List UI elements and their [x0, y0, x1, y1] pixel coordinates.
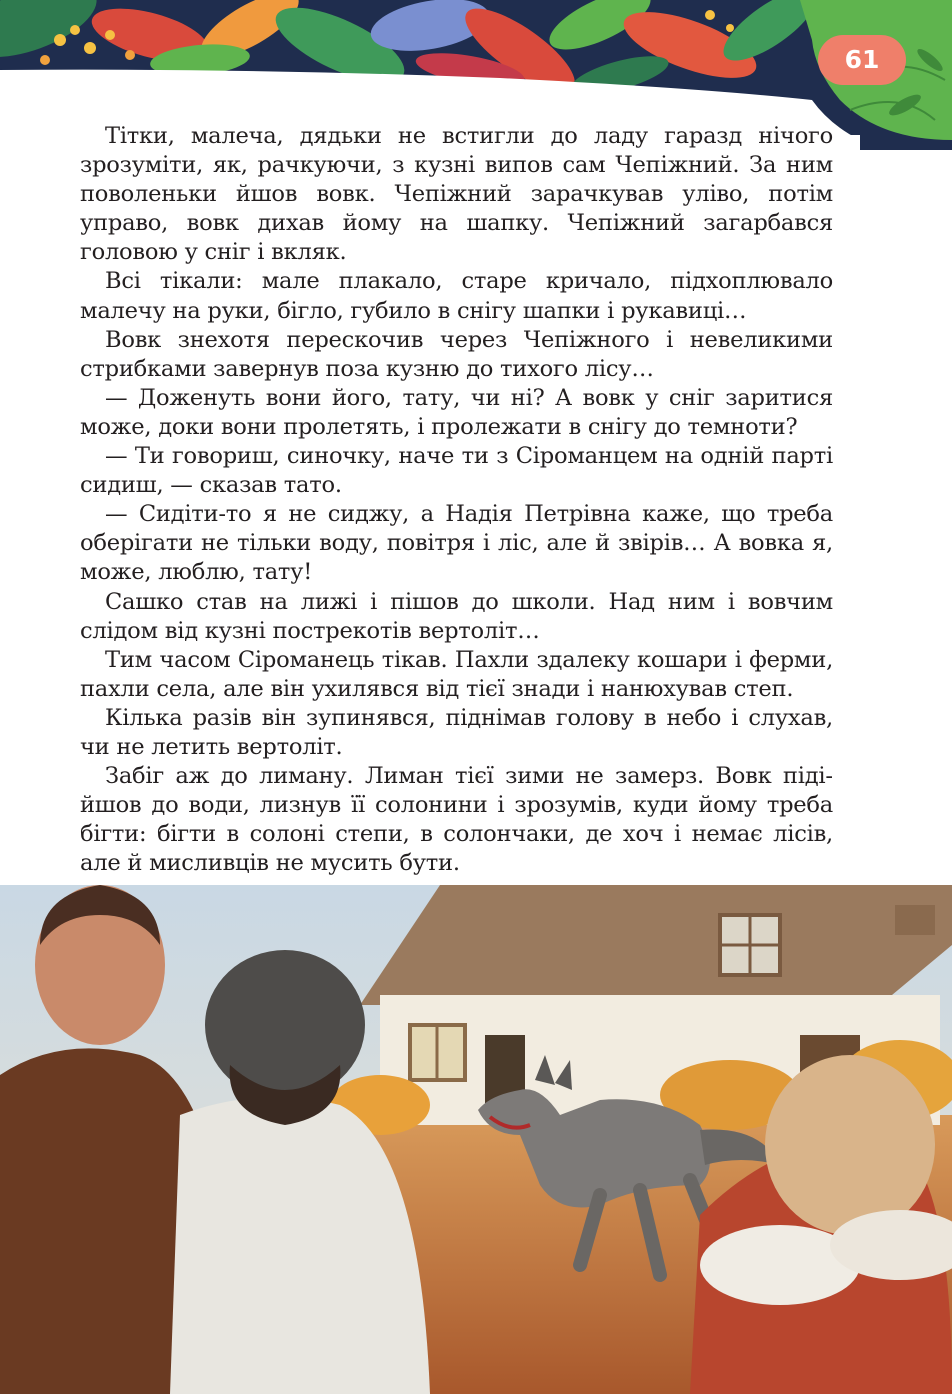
paragraph: Тітки, малеча, дядьки не встигли до ладу гаразд нічого зрозуміти, як, рачкуючи, з кузні випов сам Чепіжний. За ним поволеньки йшов вовк. Чепіжний зарачкував уліво, потім управо, вовк дихав йому на шапку. Чепіжний загарбався головою у сніг і вкляк. [80, 123, 833, 266]
paragraph: Вовк знехотя перескочив через Чепіжного і невеликими стрибками завернув поза кузню до тихого лісу… [80, 326, 833, 382]
paragraph: Всі тікали: мале плакало, старе кричало, підхоплювало малечу на руки, бігло, губило в снігу шапки і рукавиці… [80, 268, 833, 324]
wolf-village-illustration [0, 885, 952, 1394]
paragraph: — Доженуть вони його, тату, чи ні? А вовк у сніг заритися може, доки вони пролетять, і пролежати в снігу до темноти? [80, 384, 833, 440]
page-number: 61 [818, 35, 906, 85]
paragraph: Тим часом Сіроманець тікав. Пахли здалеку кошари і ферми, пахли села, але він ухилявся від тієї знади і нанюхував степ. [80, 646, 833, 702]
paragraph: Забіг аж до лиману. Лиман тієї зими не замерз. Вовк підійшов до води, лизнув її солонини і зрозумів, куди йому треба бігти: бігти в солоні степи, в солончаки, де хоч і немає лісів, але й мисливців не мусить бути. [80, 763, 833, 877]
paragraph: — Ти говориш, синочку, наче ти з Сіроманцем на одній парті сидиш, — сказав тато. [80, 443, 833, 499]
paragraph: Сашко став на лижі і пішов до школи. Над ним і вовчим слідом від кузні пострекотів вертоліт… [80, 588, 833, 644]
paragraph: — Сидіти-то я не сиджу, а Надія Петрівна каже, що треба оберігати не тільки воду, повітря і ліс, але й звірів… А вовка я, може, люблю, тату! [80, 501, 833, 586]
story-text [80, 122, 833, 878]
paragraph: Кілька разів він зупинявся, піднімав голову в небо і слухав, чи не летить вертоліт. [80, 704, 833, 760]
